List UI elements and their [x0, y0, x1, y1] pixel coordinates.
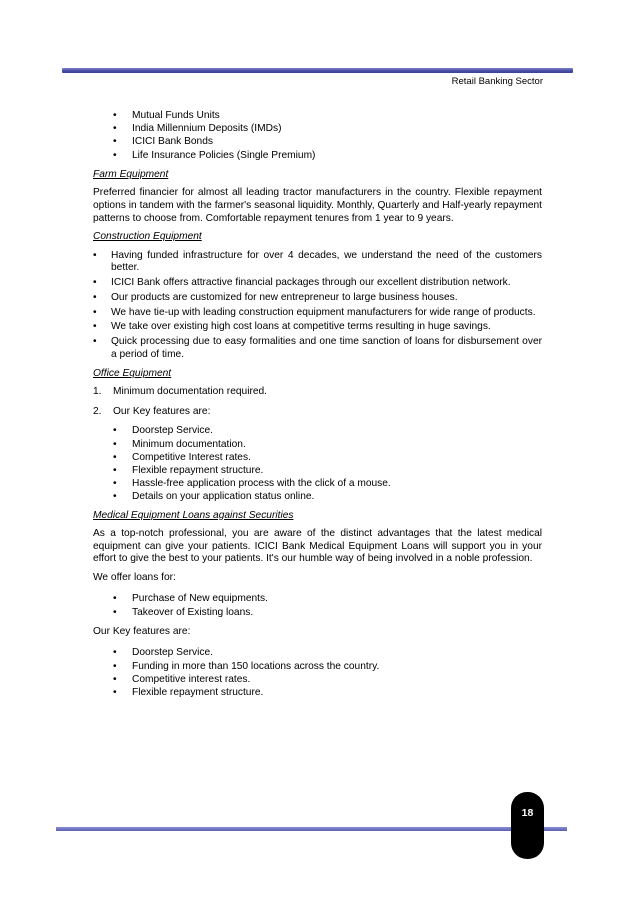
office-numbered-list — [93, 386, 542, 418]
farm-equipment-text: Preferred financier for almost all leading tractor manufacturers in the country. Flexible repayment options in tandem with the farmer's seasonal liquidity. Monthly, Quarterly and Half-yearly repayment patterns to choose from. Comfortable repayment tenures from 1 year to 9 years. — [93, 187, 542, 224]
intro-list — [113, 110, 542, 162]
construction-equipment-title: Construction Equipment — [93, 231, 202, 243]
offer-list — [113, 593, 542, 619]
list-item: • Hassle-free application process with the click of a mouse. — [113, 478, 542, 491]
office-features-list — [113, 425, 542, 504]
list-item: • Flexible repayment structure. — [113, 687, 542, 700]
list-item: • Mutual Funds Units — [113, 110, 542, 123]
list-item: • Flexible repayment structure. — [113, 465, 542, 478]
numbered-item — [93, 406, 542, 419]
list-item: • Doorstep Service. — [113, 425, 542, 438]
item-text: Our Key features are: — [113, 405, 211, 417]
header-rule — [62, 68, 573, 73]
list-item: • Quick processing due to easy formalities and one time sanction of loans for disbursement over a period of time. — [93, 336, 542, 361]
list-item: • Competitive Interest rates. — [113, 452, 542, 465]
item-number: 1. — [93, 386, 102, 398]
page-number-tab — [511, 792, 544, 859]
construction-list — [93, 250, 542, 362]
key-features-label: Our Key features are: — [93, 625, 191, 637]
farm-equipment-title: Farm Equipment — [93, 168, 169, 180]
item-text: Minimum documentation required. — [113, 386, 268, 398]
list-item: • Competitive interest rates. — [113, 674, 542, 687]
list-item: • Purchase of New equipments. — [113, 593, 542, 606]
list-item: • We take over existing high cost loans at competitive terms resulting in huge savings. — [93, 321, 542, 334]
list-item: • Minimum documentation. — [113, 439, 542, 452]
medical-equipment-text: As a top-notch professional, you are aware of the distinct advantages that the latest medical equipment can give your patients. ICICI Bank Medical Equipment Loans will support you in your effort to give the best to your patients. It's our humble way of being involved in a noble profession. — [93, 528, 542, 565]
list-item: • Funding in more than 150 locations across the country. — [113, 661, 542, 674]
list-item: • We have tie-up with leading construction equipment manufacturers for wide range of products. — [93, 307, 542, 320]
list-item: • ICICI Bank offers attractive financial packages through our excellent distribution network. — [93, 277, 542, 290]
office-equipment-title: Office Equipment — [93, 367, 172, 379]
list-item: • Life Insurance Policies (Single Premium) — [113, 150, 542, 163]
list-item: • Doorstep Service. — [113, 647, 542, 660]
medical-features-list — [113, 647, 542, 699]
numbered-item — [93, 386, 542, 399]
header-section-title: Retail Banking Sector — [451, 76, 543, 87]
list-item: • ICICI Bank Bonds — [113, 136, 542, 149]
list-item: • Details on your application status online. — [113, 491, 542, 504]
list-item: • Our products are customized for new entrepreneur to large business houses. — [93, 292, 542, 305]
offer-label: We offer loans for: — [93, 571, 176, 583]
medical-equipment-title: Medical Equipment Loans against Securities — [93, 509, 294, 521]
item-number: 2. — [93, 405, 102, 417]
list-item: • Having funded infrastructure for over 4 decades, we understand the need of the customers better. — [93, 250, 542, 275]
page-number: 18 — [521, 807, 534, 819]
list-item: • Takeover of Existing loans. — [113, 607, 542, 620]
footer-rule — [56, 827, 567, 831]
page-content — [93, 110, 542, 700]
list-item: • India Millennium Deposits (IMDs) — [113, 123, 542, 136]
